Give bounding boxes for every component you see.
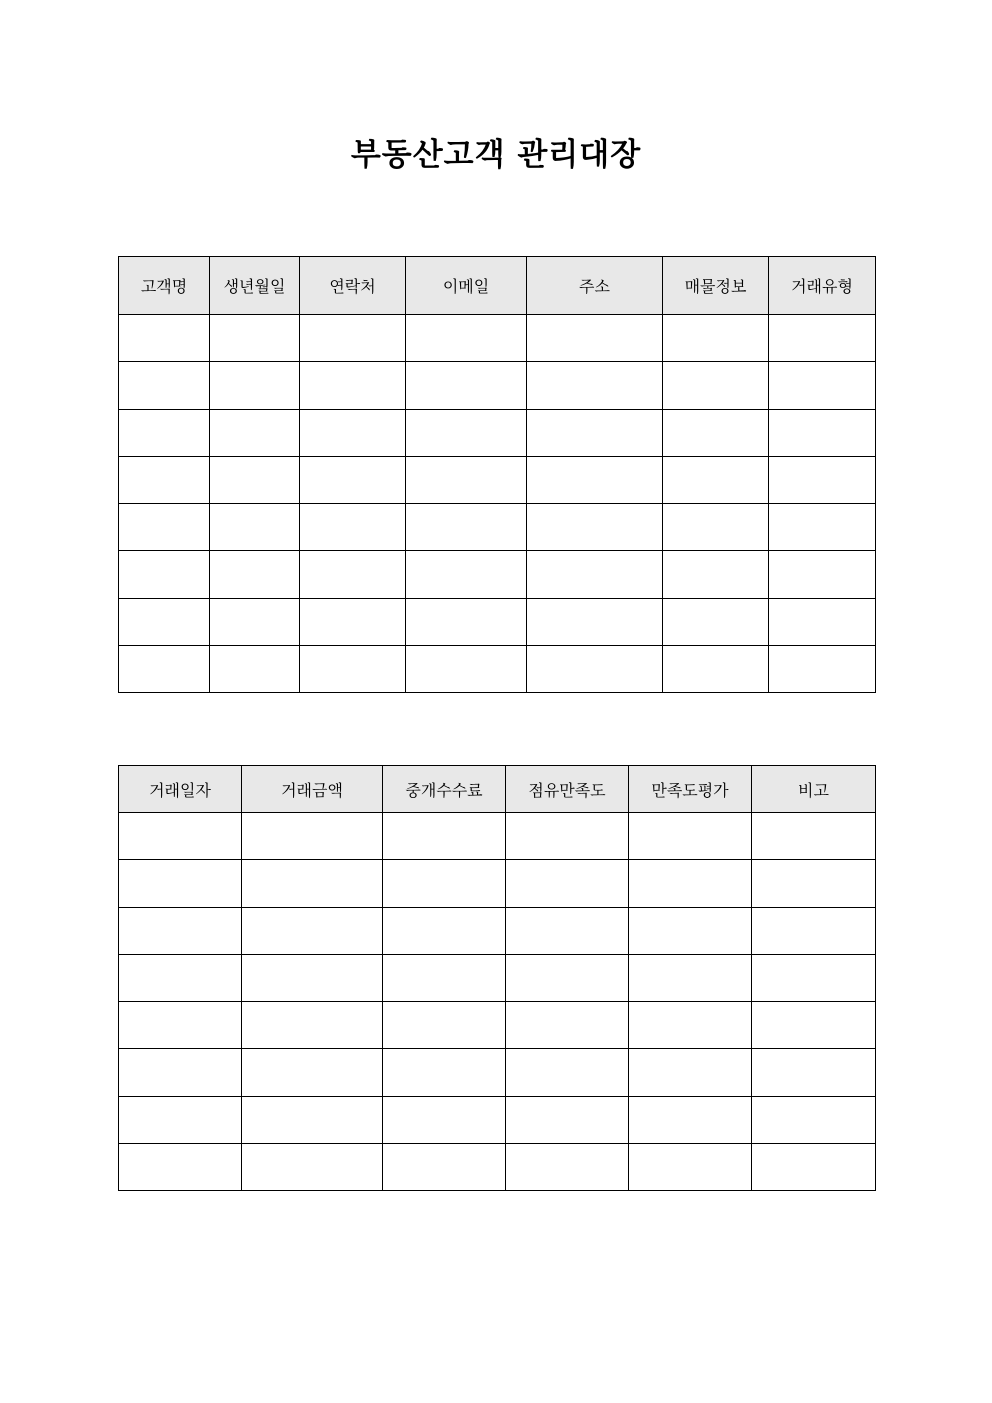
table-cell[interactable] — [383, 1096, 506, 1143]
table-cell[interactable] — [663, 315, 769, 362]
table-cell[interactable] — [506, 860, 629, 907]
table-cell[interactable] — [663, 646, 769, 693]
column-header-email: 이메일 — [406, 257, 527, 315]
table-cell[interactable] — [506, 813, 629, 860]
table-cell[interactable] — [119, 907, 242, 954]
table-cell[interactable] — [300, 504, 406, 551]
table-cell[interactable] — [629, 813, 752, 860]
table-cell[interactable] — [663, 504, 769, 551]
table-cell[interactable] — [210, 409, 300, 456]
table-cell[interactable] — [210, 456, 300, 503]
column-header-contact: 연락처 — [300, 257, 406, 315]
column-header-satisfaction-rating: 만족도평가 — [629, 766, 752, 813]
column-header-transaction-type: 거래유형 — [769, 257, 876, 315]
table-cell[interactable] — [119, 1049, 242, 1096]
table-cell[interactable] — [383, 954, 506, 1001]
table-cell[interactable] — [210, 551, 300, 598]
table-cell[interactable] — [300, 456, 406, 503]
column-header-remarks: 비고 — [752, 766, 876, 813]
table-cell[interactable] — [119, 315, 210, 362]
table-cell[interactable] — [506, 1049, 629, 1096]
table-cell[interactable] — [383, 1002, 506, 1049]
table-cell[interactable] — [769, 409, 876, 456]
table-cell[interactable] — [383, 813, 506, 860]
table-cell[interactable] — [769, 362, 876, 409]
table-cell[interactable] — [210, 362, 300, 409]
table-cell[interactable] — [406, 646, 527, 693]
table-cell[interactable] — [769, 315, 876, 362]
table-cell[interactable] — [119, 409, 210, 456]
table-cell[interactable] — [769, 456, 876, 503]
table-cell[interactable] — [769, 646, 876, 693]
table-cell[interactable] — [527, 456, 663, 503]
table-row — [119, 1144, 876, 1191]
table-row — [119, 315, 876, 362]
table-cell[interactable] — [663, 362, 769, 409]
table-cell[interactable] — [752, 813, 876, 860]
table-cell[interactable] — [119, 1096, 242, 1143]
table-cell[interactable] — [383, 860, 506, 907]
customer-info-table — [118, 256, 876, 693]
table-cell[interactable] — [119, 1144, 242, 1191]
table-row — [119, 646, 876, 693]
table-cell[interactable] — [119, 1002, 242, 1049]
table-cell[interactable] — [629, 1049, 752, 1096]
table-cell[interactable] — [406, 409, 527, 456]
table-cell[interactable] — [752, 1002, 876, 1049]
table-cell[interactable] — [769, 598, 876, 645]
table-cell[interactable] — [527, 362, 663, 409]
table-cell[interactable] — [119, 456, 210, 503]
table-header-row — [119, 257, 876, 315]
table-row — [119, 362, 876, 409]
table-cell[interactable] — [119, 646, 210, 693]
table-cell[interactable] — [527, 504, 663, 551]
table-row — [119, 551, 876, 598]
transaction-info-table — [118, 765, 876, 1191]
table-cell[interactable] — [527, 315, 663, 362]
table-cell[interactable] — [300, 551, 406, 598]
table-cell[interactable] — [210, 646, 300, 693]
table-cell[interactable] — [506, 954, 629, 1001]
table-cell[interactable] — [383, 907, 506, 954]
table-cell[interactable] — [769, 551, 876, 598]
table-cell[interactable] — [629, 1144, 752, 1191]
table-cell[interactable] — [383, 1144, 506, 1191]
table-cell[interactable] — [242, 813, 383, 860]
document-title: 부동산고객 관리대장 — [350, 137, 642, 173]
customer-table-body — [119, 315, 876, 693]
table-cell[interactable] — [119, 860, 242, 907]
table-row — [119, 1049, 876, 1096]
table-cell[interactable] — [629, 907, 752, 954]
table-cell[interactable] — [406, 551, 527, 598]
table-cell[interactable] — [406, 504, 527, 551]
table-row — [119, 954, 876, 1001]
table-header-row — [119, 766, 876, 813]
table-cell[interactable] — [527, 598, 663, 645]
table-cell[interactable] — [119, 954, 242, 1001]
table-row — [119, 456, 876, 503]
table-cell[interactable] — [663, 598, 769, 645]
table-row — [119, 504, 876, 551]
column-header-property-info: 매물정보 — [663, 257, 769, 315]
table-cell[interactable] — [242, 907, 383, 954]
table-cell[interactable] — [300, 409, 406, 456]
table-row — [119, 1096, 876, 1143]
table-row — [119, 1002, 876, 1049]
table-cell[interactable] — [119, 362, 210, 409]
table-cell[interactable] — [383, 1049, 506, 1096]
table-cell[interactable] — [300, 362, 406, 409]
table-cell[interactable] — [629, 860, 752, 907]
transaction-table-body — [119, 813, 876, 1191]
table-cell[interactable] — [629, 954, 752, 1001]
table-cell[interactable] — [242, 1144, 383, 1191]
table-cell[interactable] — [752, 1049, 876, 1096]
column-header-customer-name: 고객명 — [119, 257, 210, 315]
table-cell[interactable] — [242, 1002, 383, 1049]
table-cell[interactable] — [242, 954, 383, 1001]
column-header-occupancy-satisfaction: 점유만족도 — [506, 766, 629, 813]
column-header-transaction-date: 거래일자 — [119, 766, 242, 813]
column-header-transaction-amount: 거래금액 — [242, 766, 383, 813]
table-cell[interactable] — [119, 551, 210, 598]
table-cell[interactable] — [406, 315, 527, 362]
table-cell[interactable] — [752, 1096, 876, 1143]
table-cell[interactable] — [242, 1049, 383, 1096]
table-cell[interactable] — [506, 1096, 629, 1143]
table-cell[interactable] — [629, 1002, 752, 1049]
table-cell[interactable] — [119, 504, 210, 551]
table-cell[interactable] — [210, 315, 300, 362]
table-cell[interactable] — [406, 598, 527, 645]
table-cell[interactable] — [300, 646, 406, 693]
table-cell[interactable] — [242, 860, 383, 907]
table-cell[interactable] — [300, 598, 406, 645]
column-header-brokerage-fee: 중개수수료 — [383, 766, 506, 813]
table-cell[interactable] — [119, 598, 210, 645]
table-cell[interactable] — [752, 907, 876, 954]
table-cell[interactable] — [406, 456, 527, 503]
table-cell[interactable] — [752, 1144, 876, 1191]
table-cell[interactable] — [663, 551, 769, 598]
table-cell[interactable] — [300, 315, 406, 362]
table-cell[interactable] — [629, 1096, 752, 1143]
table-cell[interactable] — [506, 1144, 629, 1191]
table-cell[interactable] — [242, 1096, 383, 1143]
table-cell[interactable] — [210, 598, 300, 645]
column-header-birth-date: 생년월일 — [210, 257, 300, 315]
table-cell[interactable] — [119, 813, 242, 860]
table-cell[interactable] — [663, 456, 769, 503]
column-header-address: 주소 — [527, 257, 663, 315]
table-cell[interactable] — [663, 409, 769, 456]
table-row — [119, 813, 876, 860]
table-cell[interactable] — [752, 860, 876, 907]
table-row — [119, 860, 876, 907]
table-cell[interactable] — [406, 362, 527, 409]
table-cell[interactable] — [210, 504, 300, 551]
table-cell[interactable] — [527, 646, 663, 693]
table-cell[interactable] — [506, 907, 629, 954]
table-cell[interactable] — [527, 409, 663, 456]
table-cell[interactable] — [752, 954, 876, 1001]
table-cell[interactable] — [527, 551, 663, 598]
table-row — [119, 907, 876, 954]
table-row — [119, 598, 876, 645]
table-row — [119, 409, 876, 456]
table-cell[interactable] — [769, 504, 876, 551]
table-cell[interactable] — [506, 1002, 629, 1049]
